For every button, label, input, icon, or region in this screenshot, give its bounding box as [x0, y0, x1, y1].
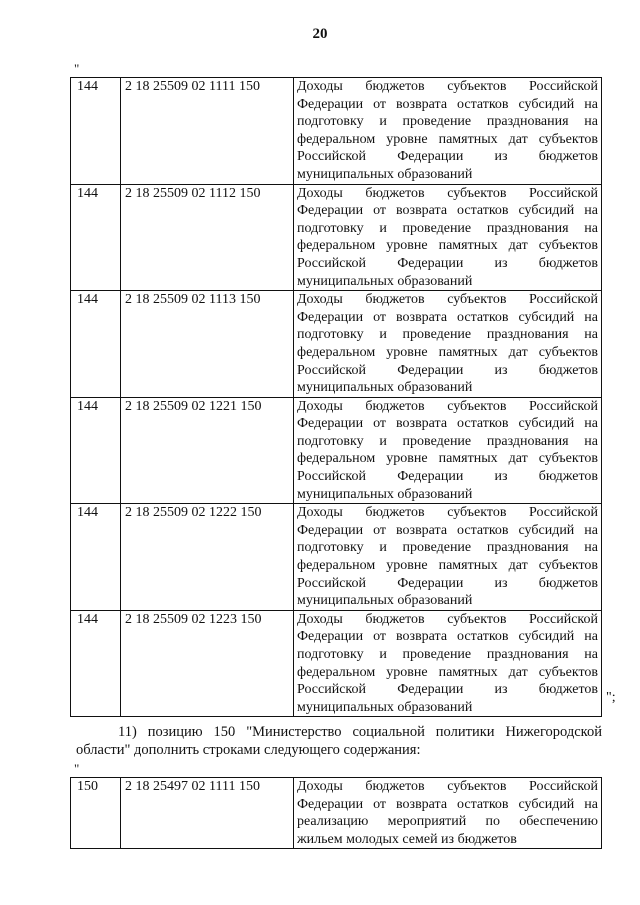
description-line: Федерации от возврата остатков субсидий на — [297, 522, 598, 538]
description-line: муниципальных образований — [297, 486, 473, 502]
income-description-cell — [294, 778, 602, 849]
admin-code-cell: 144 — [71, 610, 121, 717]
opening-quote-mark: " — [74, 761, 80, 776]
description-line: муниципальных образований — [297, 699, 473, 715]
description-line: муниципальных образований — [297, 166, 473, 182]
income-description-cell — [294, 78, 602, 185]
description-line: Доходы бюджетов субъектов Российской — [297, 505, 598, 521]
description-line: подготовку и проведение празднования на — [297, 220, 598, 236]
description-line: Федерации от возврата остатков субсидий на — [297, 96, 598, 112]
admin-code-cell: 144 — [71, 291, 121, 398]
description-line: Федерации от возврата остатков субсидий на — [297, 416, 598, 432]
description-line: Доходы бюджетов субъектов Российской — [297, 779, 598, 794]
description-line: федеральном уровне памятных дат субъектов — [297, 238, 598, 254]
description-line: Доходы бюджетов субъектов Российской — [297, 398, 598, 414]
budget-classification-code-cell: 2 18 25509 02 1223 150 — [121, 610, 294, 717]
budget-classification-code-cell: 2 18 25509 02 1112 150 — [121, 184, 294, 291]
description-line: подготовку и проведение празднования на — [297, 540, 598, 556]
table-row — [71, 504, 602, 611]
income-description-cell — [294, 397, 602, 504]
description-line: Российской Федерации из бюджетов — [297, 362, 598, 378]
budget-classification-code-cell: 2 18 25509 02 1113 150 — [121, 291, 294, 398]
closing-quote-mark: "; — [606, 690, 616, 705]
income-codes-table-body — [71, 78, 602, 717]
description-line: Федерации от возврата остатков субсидий на — [297, 203, 598, 219]
description-line: Российской Федерации из бюджетов — [297, 255, 598, 271]
income-description-cell — [294, 504, 602, 611]
description-line: муниципальных образований — [297, 593, 473, 609]
admin-code-cell: 144 — [71, 504, 121, 611]
amendment-paragraph — [76, 723, 602, 759]
description-line: Доходы бюджетов субъектов Российской — [297, 79, 598, 94]
budget-classification-code-cell: 2 18 25509 02 1222 150 — [121, 504, 294, 611]
admin-code-cell: 144 — [71, 184, 121, 291]
description-line: федеральном уровне памятных дат субъектов — [297, 664, 598, 680]
income-description-cell — [294, 184, 602, 291]
description-line: Доходы бюджетов субъектов Российской — [297, 611, 598, 627]
added-income-codes-table-body — [71, 778, 602, 849]
page-number: 20 — [312, 26, 328, 42]
budget-classification-code-cell: 2 18 25497 02 1111 150 — [121, 778, 294, 849]
amendment-paragraph-line: 11) позицию 150 "Министерство социальной политики Нижегородской — [118, 724, 602, 740]
income-codes-table — [70, 77, 602, 717]
description-line: подготовку и проведение празднования на — [297, 114, 598, 130]
table-row — [71, 778, 602, 849]
description-line: реализацию мероприятий по обеспечению — [297, 814, 598, 830]
description-line: федеральном уровне памятных дат субъектов — [297, 451, 598, 467]
table-row — [71, 610, 602, 717]
description-line: муниципальных образований — [297, 273, 473, 289]
description-line: Федерации от возврата остатков субсидий на — [297, 309, 598, 325]
description-line: федеральном уровне памятных дат субъектов — [297, 344, 598, 360]
description-line: подготовку и проведение празднования на — [297, 433, 598, 449]
admin-code-cell: 150 — [71, 778, 121, 849]
description-line: муниципальных образований — [297, 380, 473, 396]
description-line: подготовку и проведение празднования на — [297, 647, 598, 662]
admin-code-cell: 144 — [71, 397, 121, 504]
income-description-cell — [294, 610, 602, 717]
income-description-cell — [294, 291, 602, 398]
amendment-paragraph-line: области" дополнить строками следующего содержания: — [76, 742, 421, 758]
description-line: Российской Федерации из бюджетов — [297, 469, 598, 485]
description-line: подготовку и проведение празднования на — [297, 327, 598, 343]
description-line: Российской Федерации из бюджетов — [297, 575, 598, 591]
table-row — [71, 78, 602, 185]
description-line: Доходы бюджетов субъектов Российской — [297, 292, 598, 308]
description-line: федеральном уровне памятных дат субъектов — [297, 131, 598, 147]
budget-classification-code-cell: 2 18 25509 02 1111 150 — [121, 78, 294, 185]
description-line: Федерации от возврата остатков субсидий на — [297, 796, 598, 812]
description-line: федеральном уровне памятных дат субъектов — [297, 558, 598, 574]
description-line: Федерации от возврата остатков субсидий на — [297, 629, 598, 645]
admin-code-cell: 144 — [71, 78, 121, 185]
table-row — [71, 397, 602, 504]
description-line: жильем молодых семей из бюджетов — [297, 831, 517, 847]
budget-classification-code-cell: 2 18 25509 02 1221 150 — [121, 397, 294, 504]
description-line: Доходы бюджетов субъектов Российской — [297, 185, 598, 201]
added-income-codes-table — [70, 777, 602, 849]
table-row — [71, 184, 602, 291]
description-line: Российской Федерации из бюджетов — [297, 149, 598, 165]
table-row — [71, 291, 602, 398]
description-line: Российской Федерации из бюджетов — [297, 682, 598, 698]
opening-quote-mark: " — [74, 61, 80, 76]
